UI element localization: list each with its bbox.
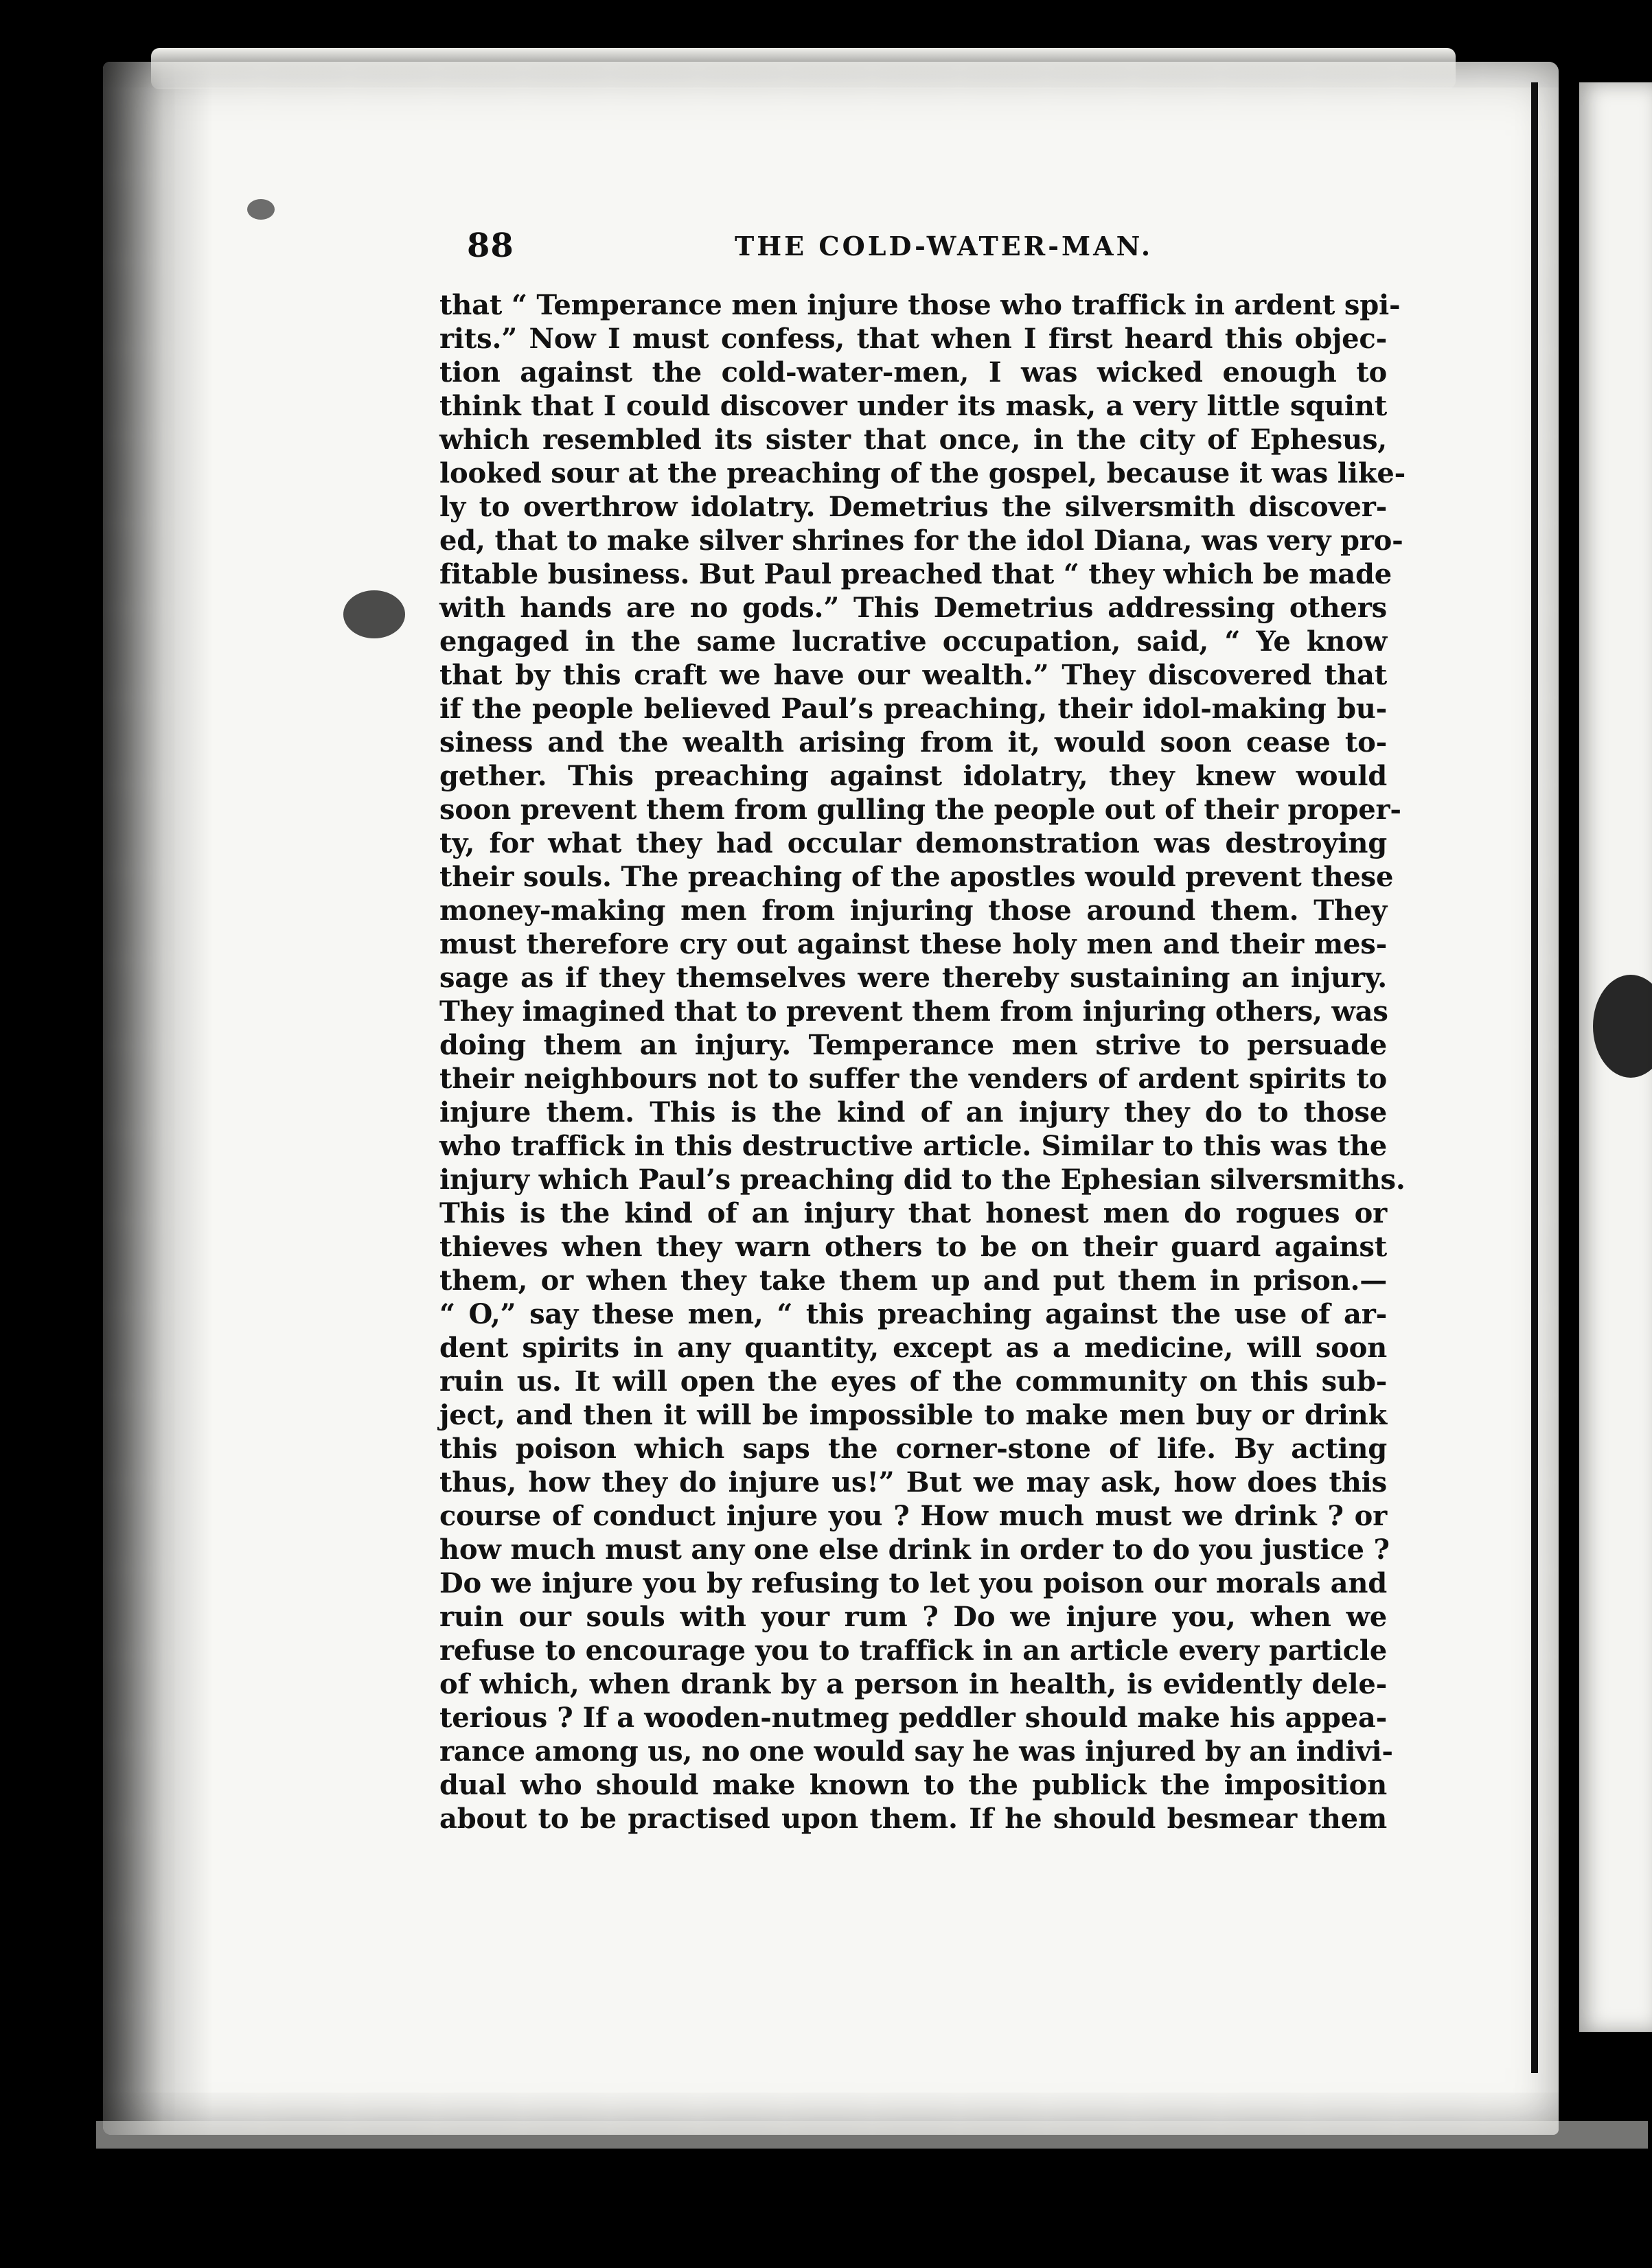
ink-blot-left — [343, 590, 405, 638]
text-line: This is the kind of an injury that honest men do rogues or — [439, 1197, 1387, 1229]
text-line: ruin our souls with your rum ? Do we injure you, when we — [439, 1601, 1387, 1633]
text-line: must therefore cry out against these holy men and their mes- — [439, 928, 1387, 960]
text-line: sage as if they themselves were thereby sustaining an injury. — [439, 962, 1387, 994]
text-line: course of conduct injure you ? How much must we drink ? or — [439, 1500, 1387, 1532]
running-head: THE COLD-WATER-MAN. — [735, 231, 1154, 262]
text-line: looked sour at the preaching of the gospel, because it was like- — [439, 457, 1406, 489]
left-page-shadow — [103, 62, 213, 2135]
text-line: of which, when drank by a person in health, is evidently dele- — [439, 1668, 1387, 1700]
text-line: them, or when they take them up and put them in prison.— — [439, 1264, 1387, 1297]
text-line: their neighbours not to suffer the venders of ardent spirits to — [439, 1063, 1387, 1095]
gutter-line — [1531, 82, 1538, 2073]
text-line: dent spirits in any quantity, except as a medicine, will soon — [439, 1332, 1387, 1364]
text-line: siness and the wealth arising from it, would soon cease to- — [439, 726, 1387, 759]
text-line: how much must any one else drink in order to do you justice ? — [439, 1534, 1390, 1566]
text-line: ject, and then it will be impossible to make men buy or drink — [439, 1399, 1387, 1431]
text-line: this poison which saps the corner-stone of life. By acting — [439, 1433, 1387, 1465]
page-number: 88 — [467, 227, 514, 265]
text-line: ed, that to make silver shrines for the idol Diana, was very pro- — [439, 524, 1403, 557]
text-line: ty, for what they had occular demonstration was destroying — [439, 827, 1387, 859]
text-line: doing them an injury. Temperance men strive to persuade — [439, 1029, 1387, 1061]
text-line: Do we injure you by refusing to let you poison our morals and — [439, 1567, 1387, 1599]
page-top-edge — [151, 48, 1456, 89]
text-line: “ O,” say these men, “ this preaching against the use of ar- — [439, 1298, 1387, 1330]
text-line: who traffick in this destructive article. Similar to this was the — [439, 1130, 1387, 1162]
text-line: ruin us. It will open the eyes of the community on this sub- — [439, 1365, 1387, 1398]
text-line: tion against the cold-water-men, I was wicked enough to — [439, 356, 1387, 389]
text-line: their souls. The preaching of the apostles would prevent these — [439, 861, 1394, 893]
ink-speck-top — [247, 199, 275, 220]
text-line: They imagined that to prevent them from injuring others, was — [439, 995, 1388, 1028]
text-line: refuse to encourage you to traffick in an article every particle — [439, 1634, 1387, 1667]
text-line: injury which Paul’s preaching did to the Ephesian silversmiths. — [439, 1164, 1406, 1196]
text-line: injure them. This is the kind of an injury they do to those — [439, 1096, 1387, 1129]
text-line: gether. This preaching against idolatry, they knew would — [439, 760, 1387, 792]
text-line: that by this craft we have our wealth.” They discovered that — [439, 659, 1387, 691]
text-line: about to be practised upon them. If he should besmear them — [439, 1803, 1387, 1835]
text-line: with hands are no gods.” This Demetrius addressing others — [439, 592, 1387, 624]
text-line: money-making men from injuring those around them. They — [439, 894, 1387, 927]
bottom-edge — [96, 2121, 1648, 2149]
text-line: thus, how they do injure us!” But we may ask, how does this — [439, 1466, 1387, 1498]
page-header — [467, 227, 1373, 281]
text-line: soon prevent them from gulling the people out of their proper- — [439, 794, 1401, 826]
text-line: which resembled its sister that once, in the city of Ephesus, — [439, 424, 1387, 456]
text-line: rance among us, no one would say he was injured by an indivi- — [439, 1735, 1393, 1768]
text-line: rits.” Now I must confess, that when I first heard this objec- — [439, 323, 1387, 355]
text-line: think that I could discover under its mask, a very little squint — [439, 390, 1387, 422]
text-line: engaged in the same lucrative occupation, said, “ Ye know — [439, 625, 1387, 658]
text-line: that “ Temperance men injure those who traffick in ardent spi- — [439, 289, 1401, 321]
body-text — [439, 288, 1406, 1836]
text-line: if the people believed Paul’s preaching, their idol-making bu- — [439, 693, 1387, 725]
text-line: ly to overthrow idolatry. Demetrius the silversmith discover- — [439, 491, 1387, 523]
text-line: thieves when they warn others to be on their guard against — [439, 1231, 1387, 1263]
text-line: terious ? If a wooden-nutmeg peddler should make his appea- — [439, 1702, 1387, 1734]
text-line: fitable business. But Paul preached that “ they which be made — [439, 558, 1392, 590]
text-line: dual who should make known to the publick the imposition — [439, 1769, 1387, 1801]
